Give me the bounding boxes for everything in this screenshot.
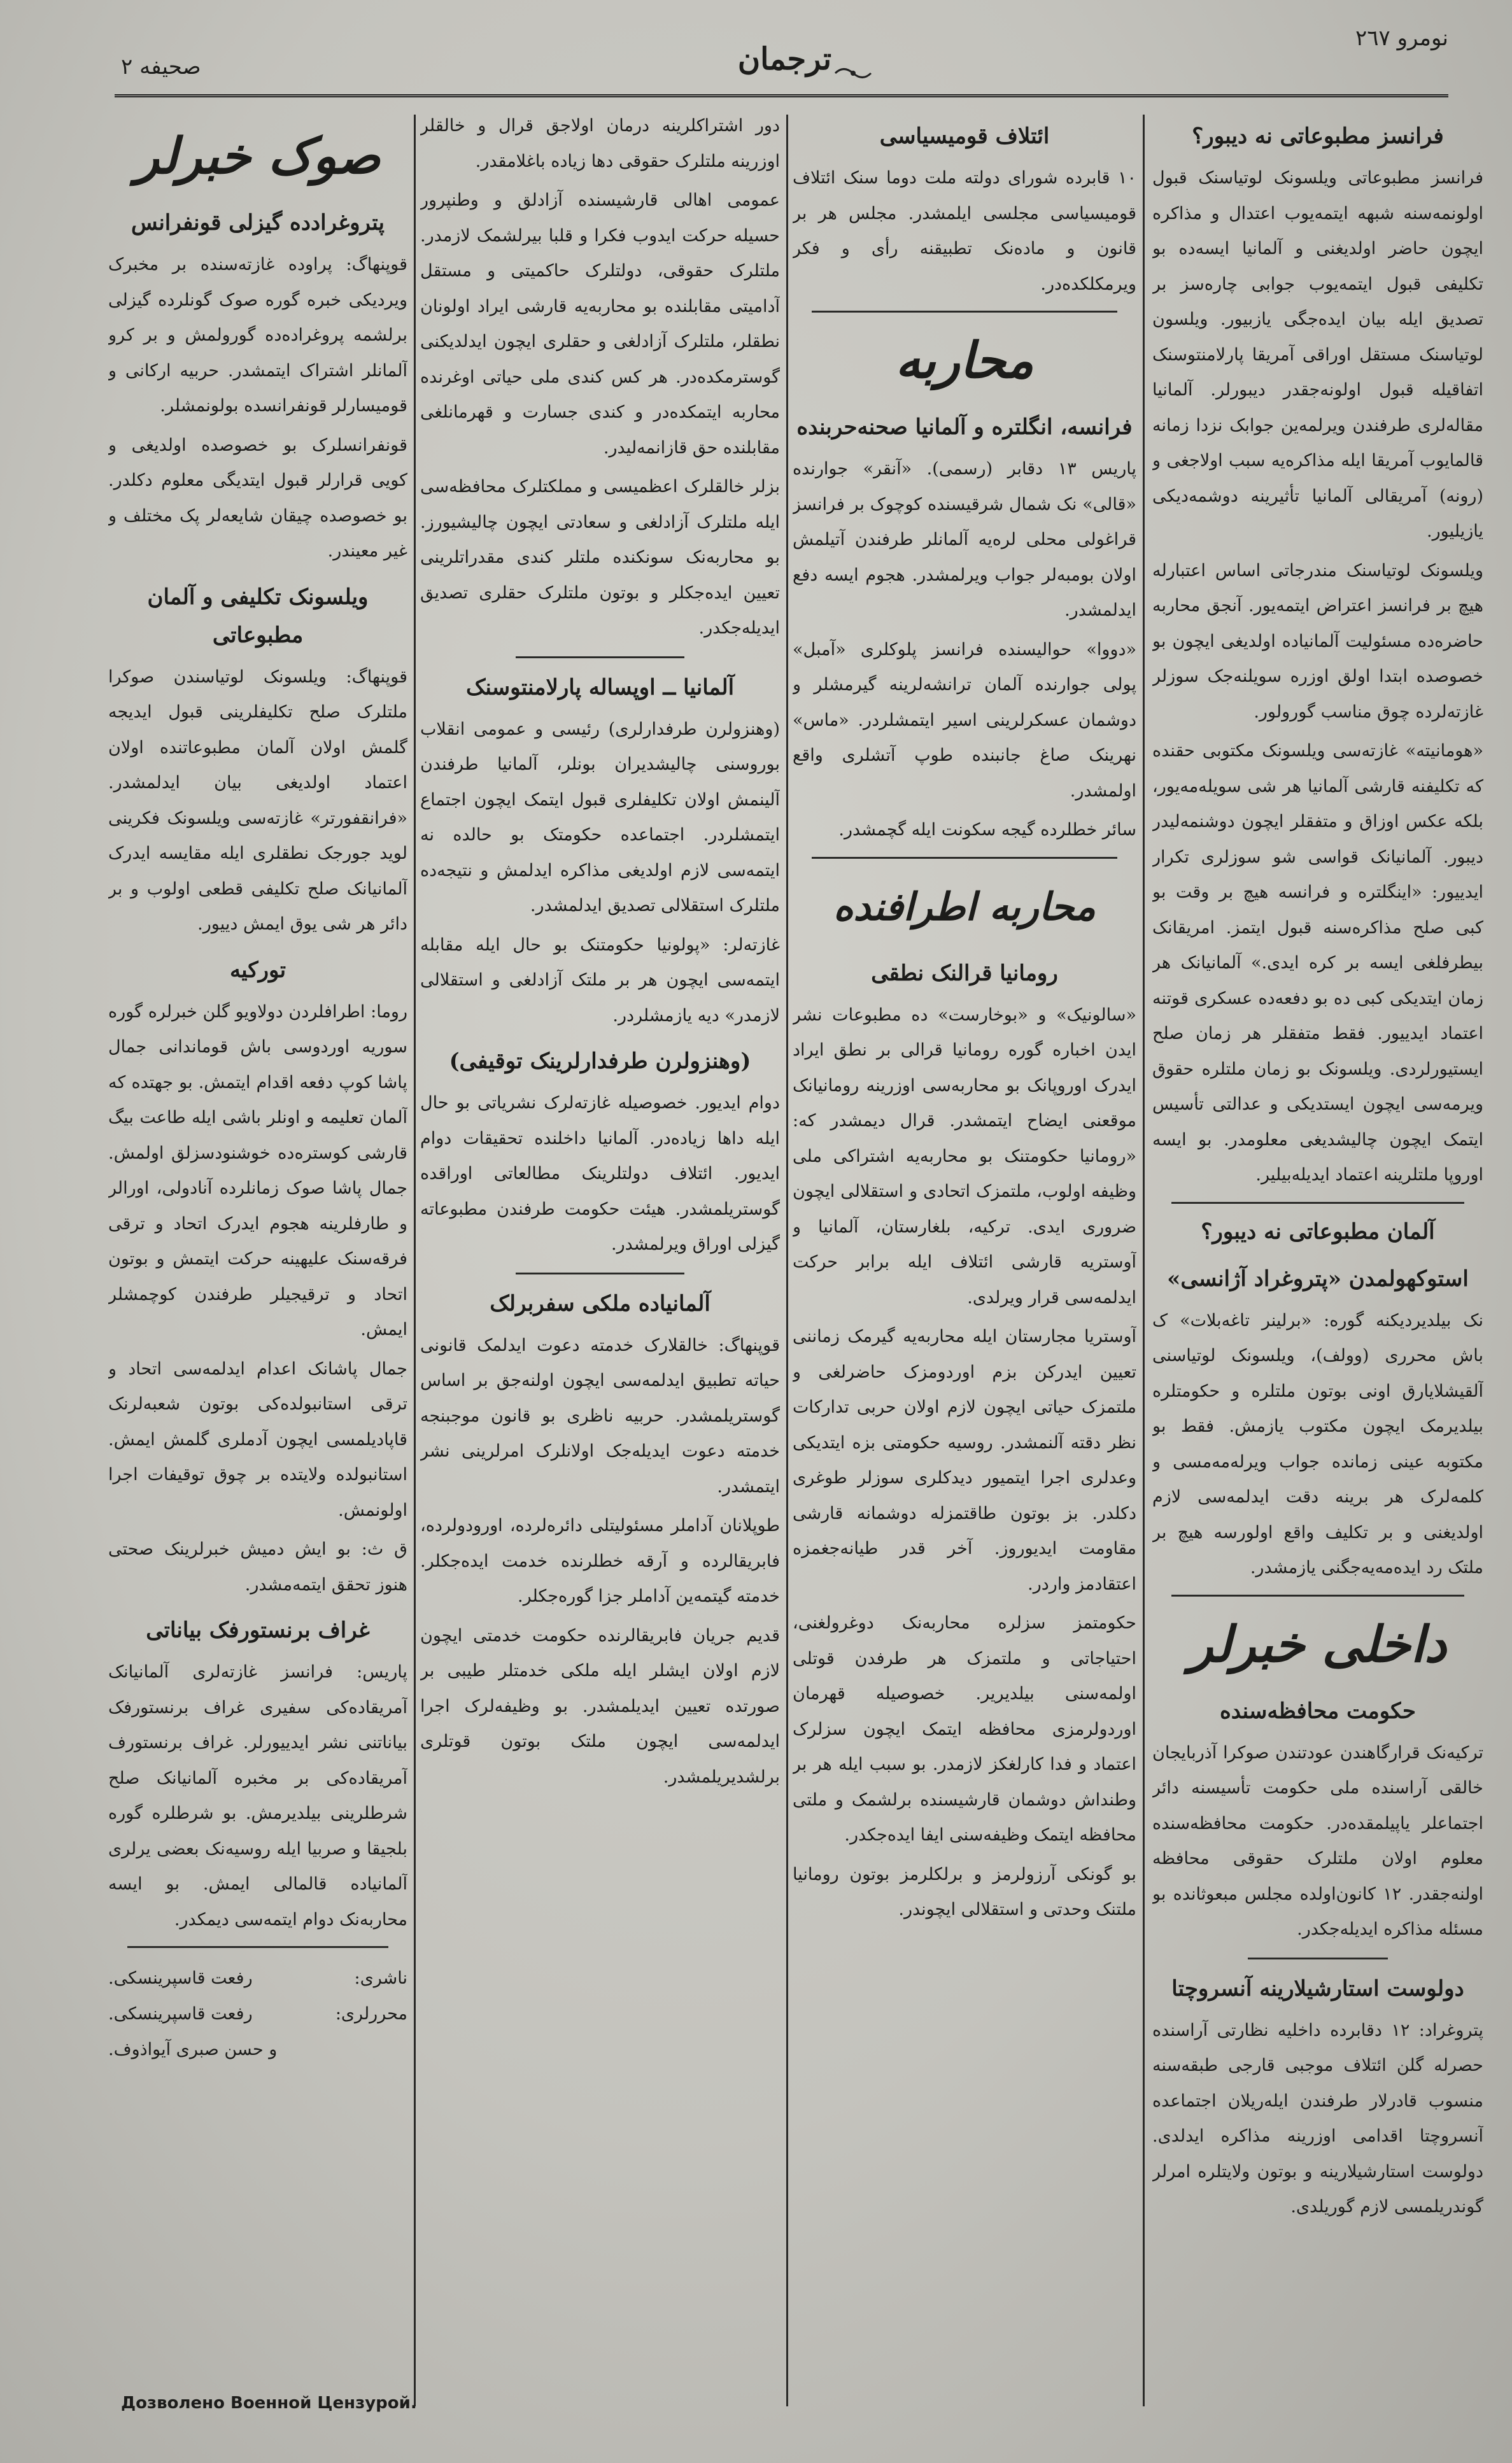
subheadline-turkey: تورکیه — [229, 957, 286, 983]
subheadline: پتروغراد‌ده گیزلی قونفرانس — [131, 210, 385, 236]
masthead-title: ترجمان — [737, 41, 832, 77]
article-paragraph: طوپلانان آداملر مسئولیتلی دائره‌لرده، اورودولرده، فابریقالرده و آرقه خطلرنده خدمت ایده‌جکلر. خدمته گیتمه‌ین آداملر جزا گوره‌جکلر. — [420, 1516, 780, 1606]
article-paragraph: سائر خطلرده گیجه سکونت ایله گچمشدر. — [838, 820, 1136, 840]
dateline: استوکهولمدن «پتروغراد آژانسی» — [1167, 1266, 1469, 1292]
column-1 — [1152, 108, 1483, 2425]
article-paragraph: نک بیلدیردیکنه گوره: «برلینر تاغه‌بلات» ک باش محرری (وولف)، ویلسونک لوتیاسنی آلقیشلایارق اونی بوتون ملتلره و حکومتلره بیلدیرمک ایچون مکتوب یازمش. فقط بو مکتوبه عینی زمانده جواب ویرله‌مه‌مسی و کلمه‌لرک هر برینه دقت ایدلمه‌سی لازم اولدیغنی و بر تکلیف واقع اولورسه هیچ بر ملتک رد ایده‌مه‌یه‌جگنی یازمشدر. — [1152, 1310, 1483, 1577]
column-divider — [786, 115, 788, 2406]
issue-number: نومرو ٢٦٧ — [1355, 25, 1448, 51]
section-title-war: محاربه — [895, 332, 1034, 390]
subheadline: فرانسه، انگلتره و آلمانیا صحنه‌حربنده — [796, 414, 1133, 440]
article-paragraph: پاریس ۱۳ دقابر (رسمی). «آنقر» جوارنده «قالی» نک شمال شرقیسنده کوچوک بر فرانسز قراغولی محلی لره‌یه آلمانلر طرفندن آتیلمش اولان بومبه‌لر جواب ویرلمشدر. هجوم ایسه دفع ایدلمشدر. — [793, 459, 1136, 620]
masthead-rule — [115, 94, 1448, 97]
article-paragraph: دوام ایدیور. خصوصیله غازته‌لرک نشریاتی بو حال ایله داها زیاده‌در. آلمانیا داخلنده تحقیقات دوام ایدیور. ائتلاف دولتلرینک مطالعاتی اوراقده گوستریلمشدر. هیئت حکومت طرفندن مطبوعاته گیزلی اوراق ویرلمشدر. — [420, 1093, 780, 1254]
article-paragraph: ترکیه‌نک قرارگاهندن عودتندن صوکرا آذربایجان خالقی آراسنده ملی حکومت تأسیسنه دائر اجتماعلر یاپیلمقده‌در. حکومت محافظه‌سنده معلوم اولان ملتلرک حقوقی محافظه اولنه‌جقدر. ۱۲ کانون‌اولده مجلس مبعوثانده بو مسئله مذاکره ایدیله‌جکدر. — [1152, 1742, 1483, 1939]
censor-note: Дозволено Военной Цензурой. — [121, 2394, 417, 2413]
section-title-around-war: محاربه اطرافنده — [833, 884, 1096, 929]
subheadline: حکومت محافظه‌سنده — [1219, 1698, 1417, 1724]
publisher-label: ناشری: — [354, 1968, 407, 1988]
divider — [127, 1946, 388, 1948]
column-4 — [108, 108, 407, 2425]
subheadline: ویلسونک تکلیفی و آلمان مطبوعاتی — [147, 584, 369, 648]
column-divider — [414, 115, 416, 2406]
article-paragraph: «هومانیته» غازته‌سی ویلسونک مکتوبی حقنده که تکلیفنه قارشی آلمانیا هر شی سویله‌مه‌یور، بلکه عکس اوزاق و متفقلر ایچون دوشنمه‌لیدر دیبور. آلمانیانک قواسی شو سوزلری تکرار ایدییور: «اینگلتره و فرانسه هیچ بر وقت بو کبی صلح مذاکره‌سنه قبول ایتمز. امریقانک بیطرفلغی ایسه بر کره ایدی.» آلمانیانک هر زمان ایتدیکی کبی ده بو دفعه‌ده عسکری قوتنه اعتماد ایدییور. فقط متفقلر هر زمان صلح ایستیورلردی. ویلسونک بو زمان ملتلره حقوق ویرمه‌سی ایچون ایستدیکی و عدالتی تأسیس ایتمک ایچون چالیشدیغی معلومدر. بو ایسه اوروپا ملتلرینه اعتماد ایدیله‌بیلیر. — [1152, 741, 1483, 1185]
divider — [1171, 1202, 1464, 1204]
article-paragraph: روما: اطرافلردن دولاویو گلن خبرلره گوره سوریه اوردوسی باش قوماندانی جمال پاشا کوپ دفعه اقدام ایتمش. بو جهتده که آلمان تعلیمه و اونلر باشی ایله طاعت بیگ قارشی کوستره‌ده خوشنودسزلق اولمش. جمال پاشا صوک زمانلرده آنادولی، اورالر و طارفلرینه هجوم ایدرک اتحاد و ترقی فرقه‌سنک علیهینه حرکت ایتمش و بوتون اتحاد و ترقیجیلر طرفندن کوچمشلر ایمش. — [108, 1001, 407, 1339]
ornament-icon — [834, 64, 872, 83]
subheadline: آلمانیا ــ اوپساله پارلامنتوسنک — [465, 674, 735, 700]
article-paragraph: دور اشتراکلرینه درمان اولاجق قرال و خالقلر اوزرینه ملتلرک حقوقی دها زیاده باغلامقدر. — [420, 116, 780, 171]
signature-block — [108, 1961, 407, 2068]
article-paragraph: «دووا» حوالیسنده فرانسز پلوکلری «آمبل» پولی جوارنده آلمان ترانشه‌لرینه گیرمشلر و دوشمان عسکرلرینی اسیر ایتمشلردر. «ماس» نهرینک صاغ جانبنده طوپ آتشلری واقع اولمشدر. — [793, 639, 1136, 801]
article-paragraph: بزلر خالقلرک اعظمیسی و مملکتلرک محافظه‌سی ایله ملتلرک آزادلغی و سعادتی ایچون چالیشیورز. بو محاربه‌نک سونکنده ملتلر کندی مقدراتلرینی تعیین ایده‌جکلر و بوتون ملتلرک حقلری تصدیق ایدیله‌جکدر. — [420, 477, 780, 638]
article-paragraph: حکومتمز سزلره محاربه‌نک دوغرولغنی، احتیاجاتی و ملتمزک هر طرفدن قوتلی اولمه‌سنی بیلدیریر. خصوصیله قهرمان اوردولرمزی محافظه ایتمک ایچون سزلرک اعتماد و فدا کارلغکز لازمدر. بو سبب ایله هر بر وطنداش دوشمان قارشیسنده برلشمک و ملتی محافظه ایتمک وظیفه‌سنی ایفا ایده‌جکدر. — [793, 1613, 1136, 1845]
editor-name: و حسن صبری آیواذوف. — [108, 2040, 278, 2059]
headline-civil-mobilization: آلمانیاده ملکی سفربرلک — [490, 1290, 710, 1316]
editor-name: رفعت قاسپرینسکی. — [108, 2004, 253, 2024]
editor-note: ق ث: بو ایش دمیش خبرلرینک صحتی هنوز تحقق ایتمه‌مشدر. — [108, 1539, 407, 1595]
divider — [812, 311, 1117, 313]
column-divider — [1143, 115, 1145, 2406]
article-paragraph: بو گونکی آرزولرمز و برلکلرمز بوتون رومانیا ملتنک وحدتی و استقلالی ایچوندر. — [793, 1864, 1136, 1919]
article-paragraph: پاریس: فرانسز غازته‌لری آلمانیانک آمریقاده‌کی سفیری غراف برنستورفک بیاناتنی نشر ایدییورلر. غراف برنستورف آمریقاده‌کی بر مخبره آلمانیانک صلح شرطلرینی بیلدیرمش. بو شرطلره گوره بلجیقا و صربیا ایله روسیه‌نک بعضی یرلری آلمانیاده قالمالی ایمش. بو ایسه محاربه‌نک دوام ایتمه‌سی دیمکدر. — [108, 1662, 407, 1930]
article-paragraph: آوستریا مجارستان ایله محاربه‌یه گیرمک زماننی تعیین ایدرکن بزم اوردومزک حاضرلغی و ملتمزک حیاتی ایچون لازم اولان حربی تدارکات نظر دقته آلنمشدر. روسیه حکومتی بزه ایتدیکی وعدلری اجرا ایتمیور دیدکلری سوزلر طوغری دکلدر. بز بوتون طاقتمزله دوشمانه قارشی مقاومت ایدیوروز. آخر قدر طیانه‌جغمزه اعتقادمز واردر. — [793, 1327, 1136, 1594]
editors-label: محررلری: — [335, 2004, 407, 2024]
masthead — [95, 19, 1474, 108]
article-paragraph: ویلسونک لوتیاسنک مندرجاتی اساس اعتبارله هیچ بر فرانسز اعتراض ایتمه‌یور. آنجق محاربه حاضره‌ده مسئولیت آلمانیاده اولدیغی ایچون بو خصوصده ابتدا اولق اوزره سویلنه‌جک سوزلر غازته‌لرده چوق مناسب گورولور. — [1152, 560, 1483, 722]
section-title-latest-news: صوک خبرلر — [135, 127, 381, 185]
column-2 — [793, 108, 1136, 2425]
article-paragraph: قونفرانسلرک بو خصوصده اولدیغی و کویی قرارلر قبول ایتدیگی معلوم دکلدر. بو خصوصده چیقان شایعه‌لر پک مختلف و غیر معیندر. — [108, 435, 407, 561]
article-paragraph: قدیم جریان فابریقالرنده حکومت خدمتی ایچون لازم اولان ایشلر ایله ملکی خدمتلر طیبی بر صورتده تعیین ایدیلمشدر. بو وظیفه‌لرک اجرا ایدلمه‌سی ایچون ملتک بوتون قوتلری برلشدیریلمشدر. — [420, 1625, 780, 1787]
subheadline: دولوست استارشیلارینه آنسروچتا — [1171, 1975, 1464, 2001]
section-title-domestic-news: داخلی خبرلر — [1189, 1615, 1447, 1674]
divider — [516, 1273, 684, 1274]
divider — [812, 857, 1117, 859]
divider — [1248, 1958, 1388, 1959]
divider — [1171, 1595, 1464, 1597]
headline-german-press: آلمان مطبوعاتی نه دیبور؟ — [1201, 1218, 1435, 1245]
article-paragraph: قوپنهاگ: پراوده غازته‌سنده بر مخبرک ویردیکی خبره گوره صوک گونلرده گیزلی برلشمه پروغراده‌ده گورولمش و بر کرو آلمانلر اشتراک ایتمشدر. حربیه ارکانی و قومیسارلر قونفرانسده بولونمشلر. — [108, 255, 407, 416]
subheadline: رومانیا قرالنک نطقی — [871, 960, 1058, 986]
article-paragraph: عمومی اهالی قارشیسنده آزادلق و وطنپرور حسیله حرکت ایدوب فکرا و قلبا بیرلشمک لازمدر. ملتلرک حقوقی، دولتلرک حاکمیتی و مستقل آدامیتی مقابلنده بو محاربه‌یه قارشی ایراد اولونان نطقلر، ملتلرک آزادلغی و حقلری ایچون ایدلدیکنی گوسترمکده‌در. هر کس کندی ملی حیاتی اوغرنده محاربه ایتمکده‌در و کندی جسارت و قهرمانلغی مقابلنده حق قازانمه‌لیدر. — [420, 190, 780, 458]
article-paragraph: ۱۰ قابرده شورای دولته ملت دوما سنک ائتلاف قومیسیاسی مجلسی ایلمشدر. مجلس هر بر قانون و ماده‌نک تطبیقنه رأی و فکر ویرمکلکده‌در. — [793, 168, 1136, 294]
article-paragraph: «سالونیک» و «بوخارست» ده مطبوعات نشر ایدن اخباره گوره رومانیا قرالی بر نطق ایراد ایدرک اوروپانک بو محاربه‌سی اوزرینه رومانیانک موقعنی ایضاح ایتمشدر. قرال دیمشدر که: «رومانیا حکومتنک بو محاربه‌یه اشتراکی ملی وظیفه اولوب، ملتمزک اتحادی و استقلالی ایچون ضروری ایدی. ترکیه، بلغارستان، آلمانیا و آوستریه قارشی ائتلاف ایله برابر حرکت ایدلمه‌سی قرار ویرلدی. — [793, 1005, 1136, 1308]
headline-coalition-commission: ائتلاف قومیسیاسی — [879, 124, 1050, 149]
publisher-name: رفعت قاسپرینسکی. — [108, 1968, 253, 1988]
subheadline: غراف برنستورفک بیاناتی — [146, 1618, 370, 1643]
article-paragraph: غازته‌لر: «پولونیا حکومتنک بو حال ایله مقابله ایتمه‌سی ایچون هر بر ملتک آزادلغی و استقلالی لازمدر» دیه یازمشلردر. — [420, 935, 780, 1026]
divider — [516, 656, 684, 658]
article-paragraph: پتروغراد: ۱۲ دقابرده داخلیه نظارتی آراسنده حصرله گلن ائتلاف موجبی قارجی طبقه‌سنه منسوب قادرلار طرفندن ایله‌ریلان اجتماعده آنسروچتا اقدامی اوزرینه مذاکره ایدلدی. دولوست استارشیلارینه و بوتون ولایتلره امرلر گوندریلمسی لازم گوریلدی. — [1152, 2020, 1483, 2217]
article-paragraph: جمال پاشانک اعدام ایدلمه‌سی اتحاد و ترقی استانبولده‌کی بوتون شعبه‌لرنک قاپادیلمسی ایچون آدملری گلمش ایمش. استانبولده ولایتده بر چوق توقیفات اجرا اولونمش. — [108, 1359, 407, 1520]
subheadline: (وهنزولرن طرفدارلرینک توقیفی) — [449, 1048, 751, 1074]
article-paragraph: قوپنهاگ: خالقلارک خدمته دعوت ایدلمک قانونی حیاته تطبیق ایدلمه‌سی ایچون اولنه‌جق بر اساس گوستریلمشدر. حربیه ناظری بو قانون موجبنجه خدمته دعوت ایدیله‌جک اولانلرک امرلرینی نشر ایتمشدر. — [420, 1335, 780, 1497]
page-number: صحیفه ۲ — [121, 54, 201, 80]
article-paragraph: قوپنهاگ: ویلسونک لوتیاسندن صوکرا ملتلرک صلح تکلیفلرینی قبول ایدیجه گلمش اولان آلمان مطبوعاتنده اولان اعتماد اولدیغی بیان ایدلمشدر. «فرانقفورتر» غازته‌سی ویلسونک فکرینی لوید جورجک نطقلری ایله مقایسه ایدرک آلمانیانک صلح تکلیفی قطعی اولوب و بر دائر هر شی یوق ایمش دییور. — [108, 667, 407, 934]
article-paragraph: فرانسز مطبوعاتی ویلسونک لوتیاسنک قبول اولونمه‌سنه شبهه ایتمه‌یوب اعتدال و مذاکره ایچون حاضر اولدیغنی و آلمانیا ایسه‌ده بو تکلیفی قبول ایتمه‌یوب جوابی چاره‌سز بر تصدیق ایله بیان ایده‌جگی یازبیور. ویلسون لوتیاسنک مستقل اوراقی آمریقا پارلامنتوسنک اتفاقیله قبول اولونه‌جقدر دیبورلر. آلمانیا مقاله‌لری طرفندن ویرلمه‌ین جوابک نزدا زمانه قالمایوب آمریقا ایله مذاکره‌یه سبب اولاجغی و (رونه) آمریقالی آلمانیا تأثیرینه دوشمه‌دیکی یازیلیور. — [1152, 168, 1483, 541]
article-paragraph: (وهنزولرن طرفدارلری) رئیسی و عمومی انقلاب بوروسنی چالیشدیران بونلر، آلمانیا طرفندن آلینمش اولان تکلیفلری قبول ایتمک ایچون اجتماع ایتمشلردر. اجتماعده حکومتک بو حالده نه ایتمه‌سی لازم اولدیغی مذاکره ایدلمش و نتیجه‌ده ملتلرک استقلالی تصدیق ایدلمشدر. — [420, 719, 780, 915]
headline-french-press: فرانسز مطبوعاتی نه دیبور؟ — [1192, 124, 1444, 149]
column-3 — [420, 108, 780, 2425]
